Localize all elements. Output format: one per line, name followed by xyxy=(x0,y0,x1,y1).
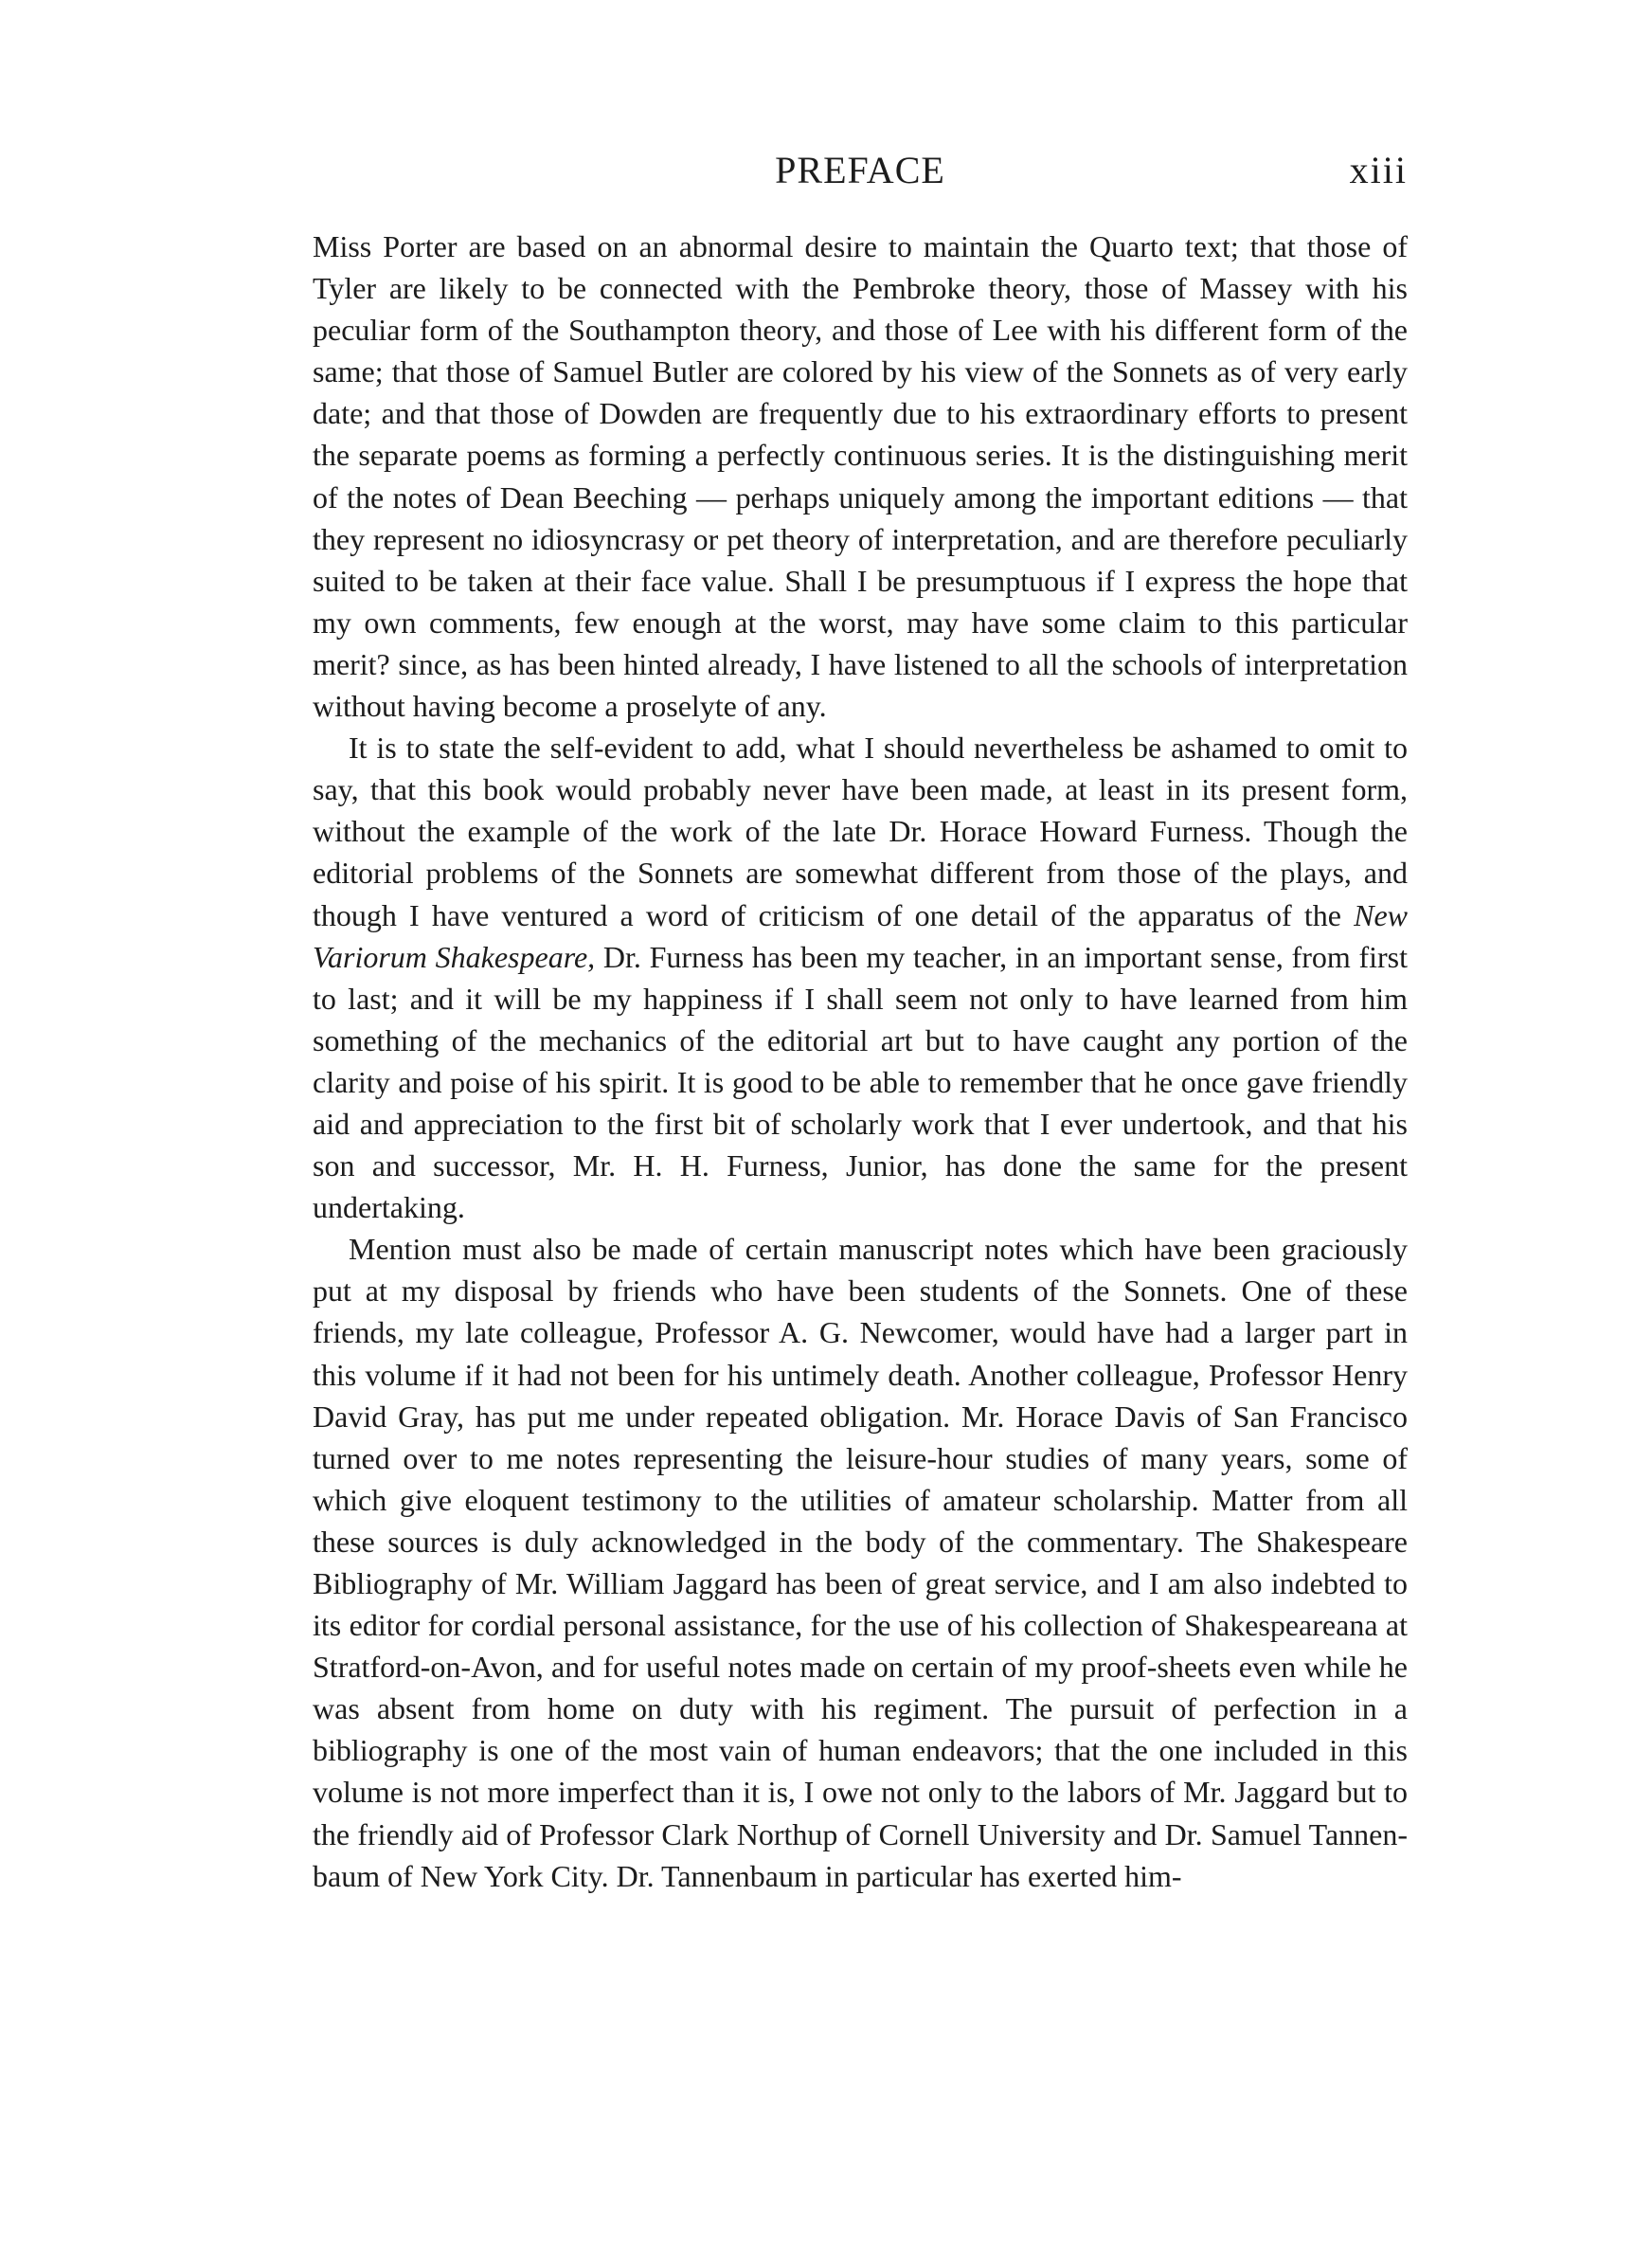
page-number: xiii xyxy=(1349,149,1408,191)
paragraph-text: Dr. Furness has been my teacher, in an important sense, from first to last; and it will be my happiness if I shall seem not only to have learned from him something of the mechanics of the editorial art but to have caught any portion of the clarity and poise of his spirit. It is good to be able to remember that he once gave friendly aid and appreciation to the first bit of scholarly work that I ever undertook, and that his son and successor, Mr. H. H. Furness, Junior, has done the same for the present undertaking. xyxy=(313,939,1409,1225)
paragraph-acknowledgements: Mention must also be made of certain manuscript notes which have been graciously put at my disposal by friends who have been students of the Sonnets. One of these friends, my late colleague, Professor A. G. Newcomer, would have had a larger part in this volume if it had not been for his untimely death. Another colleague, Professor Henry David Gray, has put me under repeated obligation. Mr. Horace Davis of San Francisco turned over to me notes representing the leisure-hour studies of many years, some of which give eloquent testimony to the utilities of amateur scholarship. Matter from all these sources is duly acknowledged in the body of the commentary. The Shakespeare Bibliography of Mr. William Jaggard has been of great service, and I am also indebted to its editor for cordial personal assistance, for the use of his collection of Shakespeareana at Stratford-on-Avon, and for useful notes made on certain of my proof-sheets even while he was absent from home on duty with his regiment. The pursuit of perfection in a bibliography is one of the most vain of human endeavors; that the one included in this volume is not more imperfect than it is, I owe not only to the labors of Mr. Jaggard but to the friendly aid of Professor Clark Northup of Cornell University and Dr. Samuel Tannenbaum of New York City. Dr. Tannenbaum in particular has exerted him- xyxy=(313,1232,1408,1893)
body-text xyxy=(313,226,1408,1897)
page-title: PREFACE xyxy=(775,149,945,191)
book-title-italic: New Variorum Shakespeare, xyxy=(313,897,1408,974)
paragraph-furness xyxy=(313,727,1408,1228)
paragraph-continued: Miss Porter are based on an abnormal desire to maintain the Quarto text; that those of Tyler are likely to be connected with the Pembroke theory, those of Massey with his peculiar form of the Southampton theory, and those of Lee with his different form of the same; that those of Samuel Butler are colored by his view of the Sonnets as of very early date; and that those of Dowden are frequently due to his extraordinary efforts to present the separate poems as forming a perfectly continuous series. It is the distinguishing merit of the notes of Dean Beeching — perhaps uniquely among the important editions — that they represent no idiosyncrasy or pet theory of interpretation, and are therefore peculiarly suited to be taken at their face value. Shall I be presumptuous if I express the hope that my own comments, few enough at the worst, may have some claim to this particular merit? since, as has been hinted already, I have listened to all the schools of interpretation without having become a proselyte of any. xyxy=(313,229,1408,724)
running-head xyxy=(313,142,1408,199)
paragraph-text: It is to state the self-evident to add, what I should nevertheless be ashamed to omit to say, that this book would probably never have been made, at least in its present form, without the example of the work of the late Dr. Horace Howard Furness. Though the editorial problems of the Sonnets are somewhat different from those of the plays, and though I have ventured a word of criticism of one detail of the apparatus of the xyxy=(313,731,1408,932)
